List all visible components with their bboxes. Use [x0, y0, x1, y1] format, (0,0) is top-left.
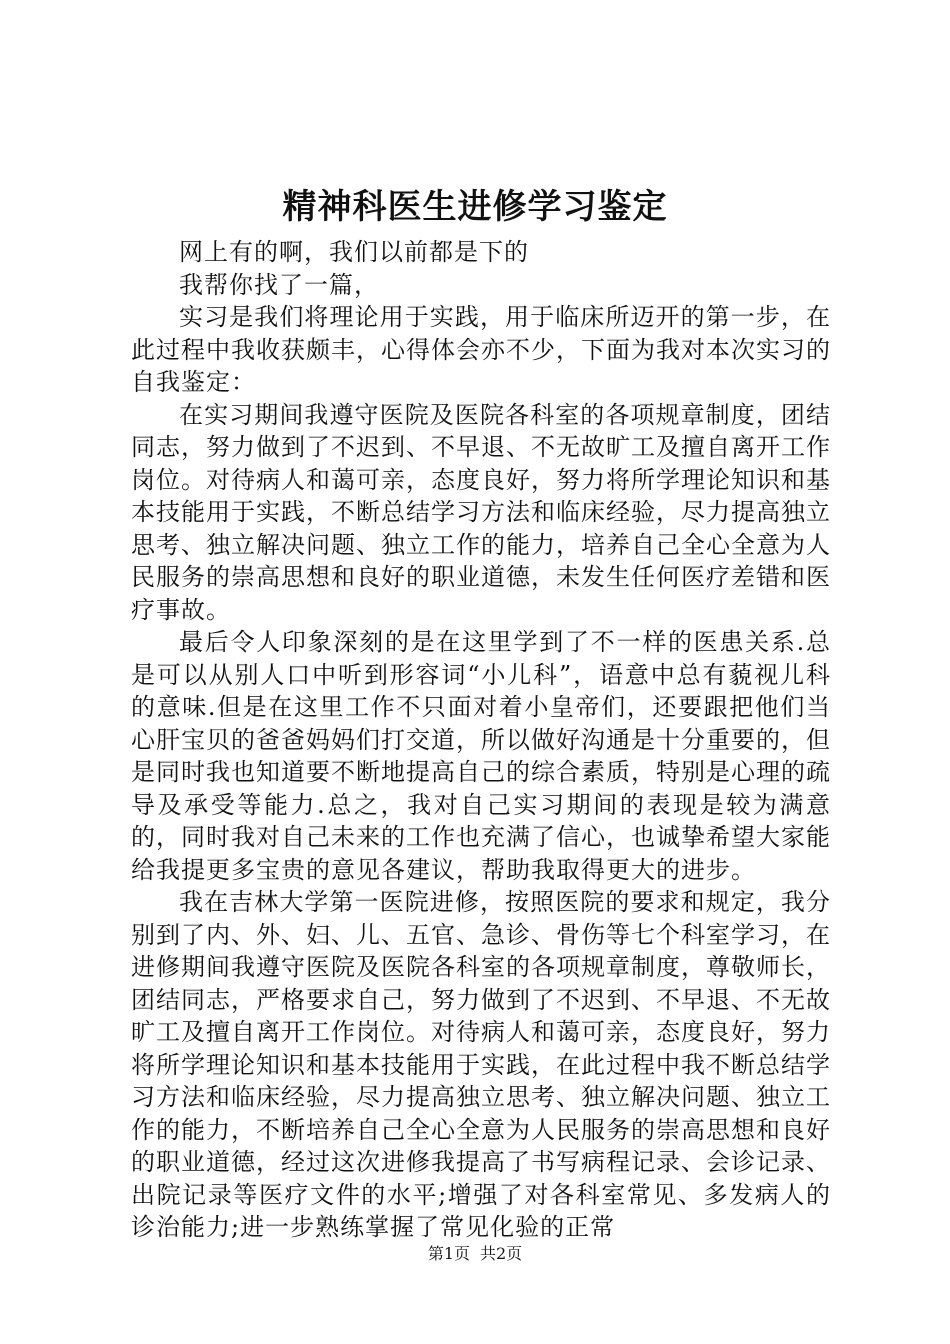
page-number: 第1页	[427, 1244, 470, 1263]
document-body	[131, 236, 831, 1244]
document-title: 精神科医生进修学习鉴定	[282, 187, 668, 227]
paragraph: 在实习期间我遵守医院及医院各科室的各项规章制度，团结同志，努力做到了不迟到、不早退、不无故旷工及擅自离开工作岗位。对待病人和蔼可亲，态度良好，努力将所学理论知识和基本技能用于实践，不断总结学习方法和临床经验，尽力提高独立思考、独立解决问题、独立工作的能力，培养自己全心全意为人民服务的崇高思想和良好的职业道德，未发生任何医疗差错和医疗事故。	[131, 400, 831, 624]
page-footer	[0, 1244, 950, 1264]
paragraph: 我帮你找了一篇，	[179, 270, 379, 299]
paragraph: 实习是我们将理论用于实践，用于临床所迈开的第一步，在此过程中我收获颇丰，心得体会亦不少，下面为我对本次实习的自我鉴定：	[131, 303, 831, 396]
paragraph: 我在吉林大学第一医院进修，按照医院的要求和规定，我分别到了内、外、妇、儿、五官、急诊、骨伤等七个科室学习，在进修期间我遵守医院及医院各科室的各项规章制度，尊敬师长，团结同志，严格要求自己，努力做到了不迟到、不早退、不无故旷工及擅自离开工作岗位。对待病人和蔼可亲，态度良好，努力将所学理论知识和基本技能用于实践，在此过程中我不断总结学习方法和临床经验，尽力提高独立思考、独立解决问题、独立工作的能力，不断培养自己全心全意为人民服务的崇高思想和良好的职业道德，经过这次进修我提高了书写病程记录、会诊记录、出院记录等医疗文件的水平;增强了对各科室常见、多发病人的诊治能力;进一步熟练掌握了常见化验的正常	[131, 888, 831, 1241]
paragraph: 最后令人印象深刻的是在这里学到了不一样的医患关系.总是可以从别人口中听到形容词“小儿科”，语意中总有藐视儿科的意味.但是在这里工作不只面对着小皇帝们，还要跟把他们当心肝宝贝的爸爸妈妈们打交道，所以做好沟通是十分重要的，但是同时我也知道要不断地提高自己的综合素质，特别是心理的疏导及承受等能力.总之，我对自己实习期间的表现是较为满意的，同时我对自己未来的工作也充满了信心，也诚挚希望大家能给我提更多宝贵的意见各建议，帮助我取得更大的进步。	[131, 628, 831, 884]
paragraph: 网上有的啊，我们以前都是下的	[179, 238, 529, 266]
page-total: 共2页	[480, 1244, 523, 1263]
